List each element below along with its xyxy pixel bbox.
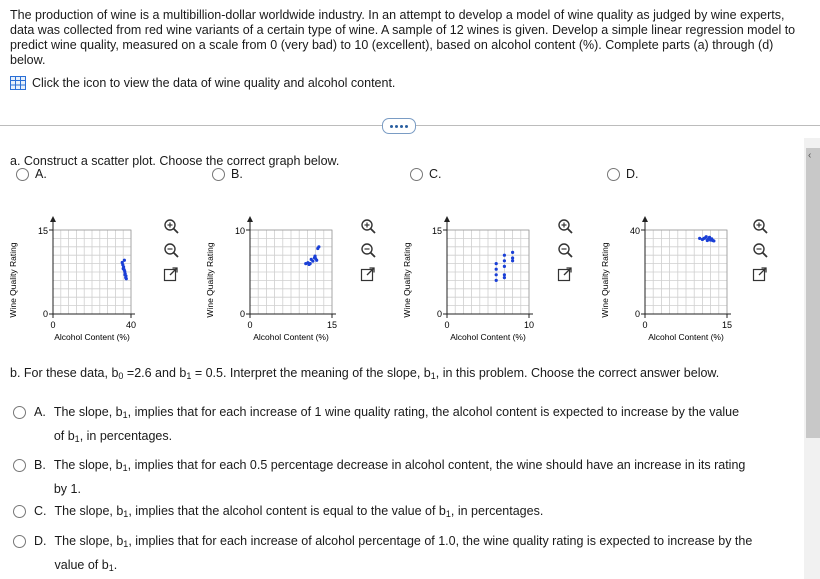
chart-c xyxy=(398,212,548,347)
data-point xyxy=(698,237,701,240)
y-axis-arrow-icon xyxy=(444,216,450,222)
data-point xyxy=(503,273,506,276)
option-d-letter: D. xyxy=(626,167,639,181)
zoom-out-icon[interactable] xyxy=(752,242,768,258)
option-c[interactable] xyxy=(410,167,442,181)
chart-a-tools xyxy=(163,218,179,282)
data-point xyxy=(317,245,320,248)
y-axis-arrow-icon xyxy=(50,216,56,222)
chart-c-tools xyxy=(557,218,573,282)
chart-b xyxy=(201,212,351,347)
data-point xyxy=(313,254,316,257)
y-axis-label: Wine Quality Rating xyxy=(8,242,18,318)
part-a-question: a. Construct a scatter plot. Choose the correct graph below. xyxy=(10,154,340,168)
y-tick-label: 0 xyxy=(42,309,48,319)
data-point xyxy=(122,267,125,270)
part-b-text-3: = 0.5. Interpret the meaning of the slope, b xyxy=(191,366,431,380)
scatter-plot-a xyxy=(4,212,154,347)
answer-d[interactable] xyxy=(13,531,793,579)
data-point xyxy=(511,256,514,259)
option-c-letter: C. xyxy=(429,167,442,181)
y-tick-label: 0 xyxy=(436,309,442,319)
answer-d-letter: D. xyxy=(34,534,47,548)
y-tick-label: 0 xyxy=(634,309,640,319)
y-axis-label: Wine Quality Rating xyxy=(205,242,215,318)
radio-d[interactable] xyxy=(607,168,620,181)
answer-radio-b[interactable] xyxy=(13,459,26,472)
expand-icon[interactable] xyxy=(557,266,573,282)
y-axis-arrow-icon xyxy=(642,216,648,222)
chart-d-tools xyxy=(752,218,768,282)
x-tick-label: 0 xyxy=(50,320,56,330)
zoom-in-icon[interactable] xyxy=(360,218,376,234)
radio-c[interactable] xyxy=(410,168,423,181)
data-point xyxy=(711,239,714,242)
expand-icon[interactable] xyxy=(752,266,768,282)
option-b[interactable] xyxy=(212,167,243,181)
data-point xyxy=(124,276,127,279)
part-b-text-2: =2.6 and b xyxy=(123,366,187,380)
data-point xyxy=(503,254,506,257)
scrollbar-thumb[interactable] xyxy=(806,148,820,438)
data-point xyxy=(503,259,506,262)
data-link[interactable] xyxy=(10,76,395,90)
scatter-plot-c xyxy=(398,212,548,347)
option-d[interactable] xyxy=(607,167,639,181)
option-a-letter: A. xyxy=(35,167,47,181)
data-point xyxy=(702,237,705,240)
part-b-text-1: b. For these data, b xyxy=(10,366,119,380)
x-tick-label: 0 xyxy=(247,320,253,330)
x-tick-label: 0 xyxy=(444,320,450,330)
answer-c[interactable] xyxy=(13,501,793,525)
data-point xyxy=(123,273,126,276)
x-tick-label: 15 xyxy=(326,320,338,330)
expand-icon[interactable] xyxy=(163,266,179,282)
option-a[interactable] xyxy=(16,167,47,181)
x-axis-label: Alcohol Content (%) xyxy=(450,332,526,342)
expand-icon[interactable] xyxy=(360,266,376,282)
data-point xyxy=(495,262,498,265)
answer-d-text: The slope, $b_1$, implies that for each increase of alcohol percentage of 1.0, the wine quality rating is expected to increase by the value of $b_1$. xyxy=(54,534,753,573)
zoom-in-icon[interactable] xyxy=(752,218,768,234)
part-b-question xyxy=(10,366,719,381)
part-b-sub-0: 0 xyxy=(118,371,124,381)
y-axis-arrow-icon xyxy=(247,216,253,222)
table-icon[interactable] xyxy=(10,76,26,90)
x-axis-label: Alcohol Content (%) xyxy=(253,332,329,342)
answer-c-letter: C. xyxy=(34,504,47,518)
zoom-out-icon[interactable] xyxy=(163,242,179,258)
data-point xyxy=(495,279,498,282)
answer-b-text: The slope, $b_1$, implies that for each 0.5 percentage decrease in alcohol content, the wine should have an increase in its rating by 1. xyxy=(53,458,746,496)
x-tick-label: 10 xyxy=(523,320,535,330)
radio-a[interactable] xyxy=(16,168,29,181)
scroll-up-arrow-icon[interactable]: ‹ xyxy=(808,150,812,161)
y-axis-label: Wine Quality Rating xyxy=(600,242,610,318)
data-point xyxy=(495,268,498,271)
zoom-out-icon[interactable] xyxy=(360,242,376,258)
answer-a-letter: A. xyxy=(34,405,46,419)
data-point xyxy=(123,259,126,262)
answer-radio-a[interactable] xyxy=(13,406,26,419)
chart-d xyxy=(596,212,746,347)
y-axis-label: Wine Quality Rating xyxy=(402,242,412,318)
answer-radio-d[interactable] xyxy=(13,535,26,548)
grid xyxy=(447,230,529,314)
y-tick-label: 15 xyxy=(37,226,48,236)
part-b-sub-2: 1 xyxy=(430,371,436,381)
data-point xyxy=(495,273,498,276)
y-tick-label: 40 xyxy=(629,226,640,236)
data-point xyxy=(511,251,514,254)
zoom-out-icon[interactable] xyxy=(557,242,573,258)
answer-a-text: The slope, $b_1$, implies that for each increase of 1 wine quality rating, the alcohol content is expected to increase by the value of $b_1$, in percentages. xyxy=(53,405,740,444)
y-tick-label: 15 xyxy=(431,226,442,236)
data-link-text[interactable]: Click the icon to view the data of wine quality and alcohol content. xyxy=(32,76,396,90)
chart-b-tools xyxy=(360,218,376,282)
data-point xyxy=(310,258,313,261)
answer-c-text: The slope, $b_1$, implies that the alcohol content is equal to the value of $b_1$, in percentages. xyxy=(54,504,544,519)
data-point xyxy=(121,263,124,266)
scatter-plot-b xyxy=(201,212,351,347)
x-tick-label: 40 xyxy=(125,320,137,330)
x-axis-label: Alcohol Content (%) xyxy=(648,332,724,342)
zoom-in-icon[interactable] xyxy=(163,218,179,234)
y-tick-label: 10 xyxy=(234,226,245,236)
answer-a[interactable] xyxy=(13,402,793,450)
problem-intro: The production of wine is a multibillion-dollar worldwide industry. In an attempt to develop a model of wine quality as judged by wine experts, data was collected from red wine variants of a certain type of wine. A sample of 12 wines is given. Develop a simple linear regression model to predict wine quality, measured on a scale from 0 (very bad) to 10 (excellent), based on alcohol content (%). Complete parts (a) through (d) below. xyxy=(10,8,796,67)
answer-b[interactable] xyxy=(13,455,793,500)
x-tick-label: 15 xyxy=(721,320,733,330)
expand-button[interactable] xyxy=(382,118,416,134)
grid xyxy=(250,230,332,314)
grid xyxy=(645,230,727,314)
grid xyxy=(53,230,131,314)
part-b-text-4: , in this problem. Choose the correct answer below. xyxy=(435,366,720,380)
data-point xyxy=(315,259,318,262)
data-point xyxy=(503,265,506,268)
radio-b[interactable] xyxy=(212,168,225,181)
x-tick-label: 0 xyxy=(642,320,648,330)
zoom-in-icon[interactable] xyxy=(557,218,573,234)
data-point xyxy=(707,238,710,241)
x-axis-label: Alcohol Content (%) xyxy=(54,332,130,342)
option-b-letter: B. xyxy=(231,167,243,181)
answer-radio-c[interactable] xyxy=(13,505,26,518)
chart-a xyxy=(4,212,154,347)
data-point xyxy=(503,276,506,279)
y-tick-label: 0 xyxy=(239,309,245,319)
data-point xyxy=(511,259,514,262)
answer-b-letter: B. xyxy=(34,458,46,472)
data-point xyxy=(307,263,310,266)
part-b-sub-1: 1 xyxy=(186,371,192,381)
scatter-plot-d xyxy=(596,212,746,347)
